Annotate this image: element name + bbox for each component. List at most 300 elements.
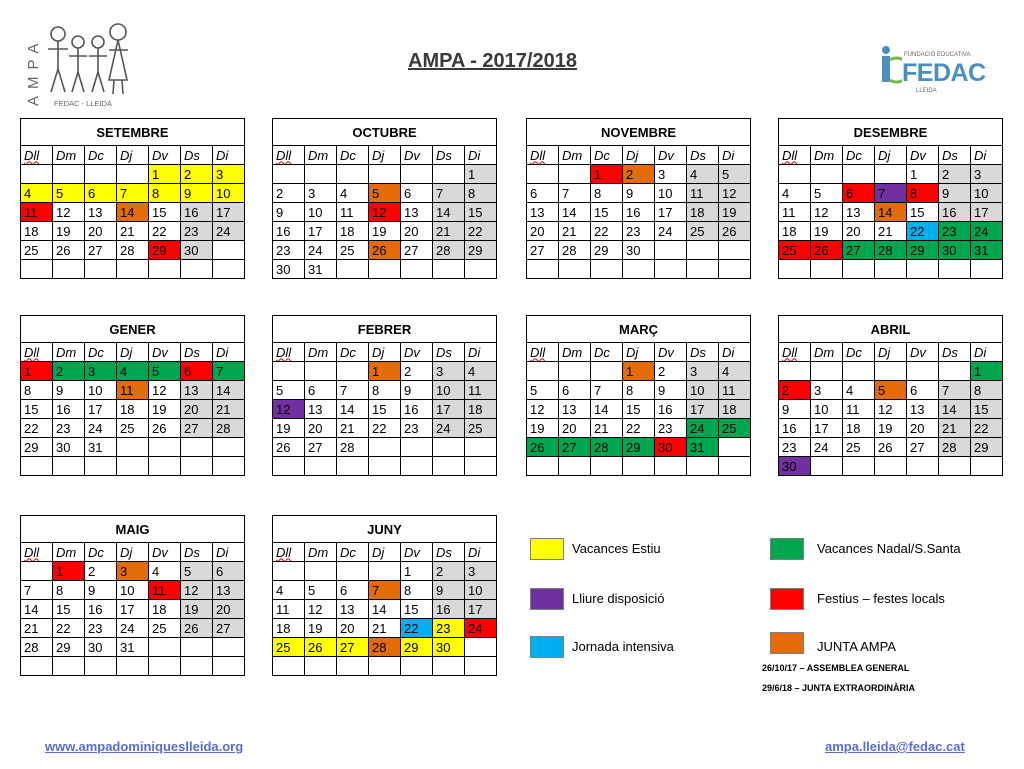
day-cell: 1: [623, 362, 655, 381]
weekday-header: [559, 343, 591, 362]
empty-cell: [811, 260, 843, 279]
day-cell: 25: [779, 241, 811, 260]
day-cell: 30: [181, 241, 213, 260]
day-cell: 2: [623, 165, 655, 184]
day-cell: 18: [21, 222, 53, 241]
day-cell: 12: [811, 203, 843, 222]
legend-swatch-lliure-disposicio: [530, 588, 564, 610]
day-cell: 18: [149, 600, 181, 619]
day-cell: 30: [433, 638, 465, 657]
day-cell: 4: [843, 381, 875, 400]
empty-cell: [907, 457, 939, 476]
weekday-header: [907, 146, 939, 165]
empty-cell: [181, 638, 213, 657]
empty-cell: [117, 438, 149, 457]
empty-cell: [117, 260, 149, 279]
ampa-logo-caption: FEDAC - LLEIDA: [54, 99, 112, 108]
month-name: GENER: [21, 316, 245, 343]
day-cell: 12: [875, 400, 907, 419]
weekday-header: [85, 543, 117, 562]
day-cell: 24: [655, 222, 687, 241]
weekday-header: [433, 146, 465, 165]
weekday-label: Di: [216, 544, 229, 560]
empty-cell: [811, 165, 843, 184]
month-calendar-juny: [272, 515, 497, 676]
day-cell: 17: [305, 222, 337, 241]
day-cell: 5: [369, 184, 401, 203]
weekday-label: Dm: [56, 344, 77, 360]
day-cell: 29: [465, 241, 497, 260]
empty-cell: [655, 457, 687, 476]
weekday-label: Dc: [88, 544, 104, 560]
weekday-header: [53, 146, 85, 165]
day-cell: 2: [181, 165, 213, 184]
empty-cell: [213, 638, 245, 657]
weekday-label: Dll: [782, 344, 798, 360]
legend-label-junta-ampa: JUNTA AMPA: [817, 639, 896, 654]
empty-cell: [85, 260, 117, 279]
month-name: FEBRER: [273, 316, 497, 343]
day-cell: 30: [939, 241, 971, 260]
fedac-logo: [876, 42, 996, 98]
day-cell: 24: [687, 419, 719, 438]
day-cell: 20: [305, 419, 337, 438]
day-cell: 16: [85, 600, 117, 619]
weekday-label: Dj: [120, 544, 133, 560]
weekday-label: Dv: [404, 544, 420, 560]
weekday-label: Ds: [436, 147, 452, 163]
weekday-header: [939, 343, 971, 362]
weekday-label: Dm: [56, 147, 77, 163]
weekday-header: [369, 343, 401, 362]
day-cell: 10: [305, 203, 337, 222]
weekday-header: [401, 543, 433, 562]
weekday-label: Di: [722, 147, 735, 163]
empty-cell: [559, 457, 591, 476]
legend-swatch-vacances-nadal: [770, 538, 804, 560]
empty-cell: [591, 362, 623, 381]
empty-cell: [811, 457, 843, 476]
day-cell: 13: [527, 203, 559, 222]
weekday-label: Ds: [436, 344, 452, 360]
empty-cell: [337, 657, 369, 676]
empty-cell: [85, 457, 117, 476]
day-cell: 3: [433, 362, 465, 381]
weekday-label: Dc: [88, 344, 104, 360]
weekday-header: [21, 543, 53, 562]
day-cell: 5: [53, 184, 85, 203]
weekday-header: [939, 146, 971, 165]
empty-cell: [465, 260, 497, 279]
day-cell: 18: [273, 619, 305, 638]
empty-cell: [527, 165, 559, 184]
day-cell: 6: [843, 184, 875, 203]
weekday-header: [213, 343, 245, 362]
month-calendar-setembre: [20, 118, 245, 279]
day-cell: 5: [811, 184, 843, 203]
empty-cell: [149, 638, 181, 657]
day-cell: 30: [273, 260, 305, 279]
weekday-label: Dv: [152, 147, 168, 163]
day-cell: 26: [811, 241, 843, 260]
day-cell: 7: [117, 184, 149, 203]
day-cell: 29: [149, 241, 181, 260]
empty-cell: [687, 241, 719, 260]
empty-cell: [53, 457, 85, 476]
day-cell: 20: [843, 222, 875, 241]
empty-cell: [655, 241, 687, 260]
day-cell: 16: [655, 400, 687, 419]
day-cell: 17: [213, 203, 245, 222]
day-cell: 8: [591, 184, 623, 203]
empty-cell: [843, 260, 875, 279]
weekday-label: Ds: [436, 544, 452, 560]
day-cell: 27: [527, 241, 559, 260]
empty-cell: [53, 165, 85, 184]
weekday-label: Di: [216, 147, 229, 163]
weekday-label: Dll: [530, 147, 546, 163]
children-figures-icon: [48, 24, 128, 94]
weekday-label: Dj: [878, 147, 891, 163]
weekday-label: Di: [974, 147, 987, 163]
day-cell: 16: [181, 203, 213, 222]
empty-cell: [149, 657, 181, 676]
empty-cell: [117, 657, 149, 676]
empty-cell: [623, 260, 655, 279]
weekday-header: [117, 343, 149, 362]
day-cell: 4: [687, 165, 719, 184]
day-cell: 17: [465, 600, 497, 619]
day-cell: 19: [149, 400, 181, 419]
day-cell: 19: [305, 619, 337, 638]
day-cell: 11: [465, 381, 497, 400]
empty-cell: [401, 260, 433, 279]
day-cell: 24: [85, 419, 117, 438]
fedac-emblem-icon: [876, 44, 902, 84]
day-cell: 8: [369, 381, 401, 400]
empty-cell: [337, 165, 369, 184]
empty-cell: [305, 562, 337, 581]
empty-cell: [655, 260, 687, 279]
empty-cell: [181, 457, 213, 476]
weekday-label: Ds: [690, 344, 706, 360]
day-cell: 30: [85, 638, 117, 657]
empty-cell: [719, 260, 751, 279]
empty-cell: [875, 165, 907, 184]
day-cell: 10: [465, 581, 497, 600]
day-cell: 15: [149, 203, 181, 222]
day-cell: 8: [971, 381, 1003, 400]
empty-cell: [21, 457, 53, 476]
empty-cell: [85, 165, 117, 184]
day-cell: 11: [21, 203, 53, 222]
month-calendar-abril: [778, 315, 1003, 476]
empty-cell: [21, 165, 53, 184]
day-cell: 15: [465, 203, 497, 222]
empty-cell: [939, 362, 971, 381]
day-cell: 1: [21, 362, 53, 381]
empty-cell: [971, 260, 1003, 279]
weekday-label: Dj: [120, 344, 133, 360]
day-cell: 23: [939, 222, 971, 241]
empty-cell: [779, 260, 811, 279]
day-cell: 23: [623, 222, 655, 241]
day-cell: 10: [655, 184, 687, 203]
weekday-header: [779, 343, 811, 362]
day-cell: 4: [149, 562, 181, 581]
weekday-label: Dc: [594, 147, 610, 163]
website-link[interactable]: www.ampadominiqueslleida.org: [45, 739, 244, 754]
empty-cell: [53, 260, 85, 279]
weekday-header: [655, 343, 687, 362]
weekday-label: Ds: [184, 147, 200, 163]
day-cell: 13: [213, 581, 245, 600]
day-cell: 1: [53, 562, 85, 581]
day-cell: 10: [117, 581, 149, 600]
weekday-label: Dj: [372, 344, 385, 360]
day-cell: 16: [401, 400, 433, 419]
day-cell: 13: [843, 203, 875, 222]
empty-cell: [369, 562, 401, 581]
day-cell: 16: [53, 400, 85, 419]
empty-cell: [117, 457, 149, 476]
month-name: ABRIL: [779, 316, 1003, 343]
day-cell: 12: [369, 203, 401, 222]
day-cell: 2: [939, 165, 971, 184]
weekday-header: [181, 146, 213, 165]
weekday-label: Dll: [276, 147, 292, 163]
day-cell: 15: [907, 203, 939, 222]
empty-cell: [369, 438, 401, 457]
weekday-label: Ds: [942, 147, 958, 163]
day-cell: 17: [655, 203, 687, 222]
day-cell: 31: [117, 638, 149, 657]
day-cell: 4: [273, 581, 305, 600]
day-cell: 23: [181, 222, 213, 241]
day-cell: 2: [779, 381, 811, 400]
weekday-label: Dv: [910, 147, 926, 163]
day-cell: 16: [273, 222, 305, 241]
empty-cell: [559, 165, 591, 184]
day-cell: 25: [843, 438, 875, 457]
empty-cell: [401, 657, 433, 676]
weekday-header: [591, 343, 623, 362]
day-cell: 13: [337, 600, 369, 619]
day-cell: 18: [843, 419, 875, 438]
day-cell: 10: [433, 381, 465, 400]
weekday-header: [273, 146, 305, 165]
day-cell: 17: [811, 419, 843, 438]
day-cell: 19: [181, 600, 213, 619]
day-cell: 16: [939, 203, 971, 222]
weekday-label: Ds: [690, 147, 706, 163]
weekday-header: [149, 146, 181, 165]
weekday-label: Dc: [846, 147, 862, 163]
day-cell: 24: [117, 619, 149, 638]
empty-cell: [559, 362, 591, 381]
weekday-label: Dll: [24, 147, 40, 163]
day-cell: 11: [149, 581, 181, 600]
day-cell: 29: [21, 438, 53, 457]
weekday-label: Dm: [562, 344, 583, 360]
empty-cell: [337, 457, 369, 476]
empty-cell: [465, 438, 497, 457]
day-cell: 6: [85, 184, 117, 203]
note-assemblea-general: 26/10/17 – ASSEMBLEA GENERAL: [762, 663, 910, 673]
empty-cell: [213, 457, 245, 476]
day-cell: 30: [655, 438, 687, 457]
day-cell: 20: [559, 419, 591, 438]
day-cell: 21: [559, 222, 591, 241]
day-cell: 19: [369, 222, 401, 241]
ampa-logo: [18, 14, 138, 110]
day-cell: 6: [337, 581, 369, 600]
empty-cell: [719, 457, 751, 476]
day-cell: 28: [213, 419, 245, 438]
day-cell: 14: [433, 203, 465, 222]
empty-cell: [719, 438, 751, 457]
weekday-header: [117, 146, 149, 165]
day-cell: 26: [305, 638, 337, 657]
day-cell: 19: [875, 419, 907, 438]
day-cell: 9: [53, 381, 85, 400]
empty-cell: [465, 657, 497, 676]
day-cell: 28: [337, 438, 369, 457]
month-name: MAIG: [21, 516, 245, 543]
day-cell: 28: [939, 438, 971, 457]
weekday-label: Dc: [340, 147, 356, 163]
weekday-label: Dm: [308, 147, 329, 163]
day-cell: 6: [213, 562, 245, 581]
day-cell: 30: [779, 457, 811, 476]
day-cell: 31: [305, 260, 337, 279]
day-cell: 17: [971, 203, 1003, 222]
day-cell: 21: [117, 222, 149, 241]
empty-cell: [719, 241, 751, 260]
day-cell: 14: [21, 600, 53, 619]
day-cell: 7: [369, 581, 401, 600]
day-cell: 22: [971, 419, 1003, 438]
empty-cell: [465, 457, 497, 476]
day-cell: 10: [811, 400, 843, 419]
legend-swatch-junta-ampa: [770, 632, 804, 654]
day-cell: 26: [527, 438, 559, 457]
day-cell: 21: [337, 419, 369, 438]
day-cell: 12: [719, 184, 751, 203]
weekday-header: [53, 543, 85, 562]
email-link[interactable]: ampa.lleida@fedac.cat: [825, 739, 965, 754]
legend-label-jornada-intensiva: Jornada intensiva: [572, 639, 674, 654]
day-cell: 16: [623, 203, 655, 222]
empty-cell: [369, 657, 401, 676]
day-cell: 13: [559, 400, 591, 419]
day-cell: 7: [939, 381, 971, 400]
weekday-label: Di: [216, 344, 229, 360]
day-cell: 21: [591, 419, 623, 438]
legend-label-lliure-disposicio: Lliure disposició: [572, 591, 665, 606]
day-cell: 9: [939, 184, 971, 203]
empty-cell: [369, 260, 401, 279]
day-cell: 27: [843, 241, 875, 260]
empty-cell: [305, 457, 337, 476]
legend-label-vacances-estiu: Vacances Estiu: [572, 541, 661, 556]
empty-cell: [527, 457, 559, 476]
day-cell: 14: [875, 203, 907, 222]
day-cell: 2: [273, 184, 305, 203]
day-cell: 10: [213, 184, 245, 203]
weekday-header: [337, 543, 369, 562]
weekday-header: [971, 343, 1003, 362]
day-cell: 16: [779, 419, 811, 438]
day-cell: 15: [369, 400, 401, 419]
empty-cell: [843, 457, 875, 476]
day-cell: 17: [85, 400, 117, 419]
weekday-label: Dv: [910, 344, 926, 360]
empty-cell: [149, 260, 181, 279]
empty-cell: [213, 438, 245, 457]
empty-cell: [559, 260, 591, 279]
day-cell: 7: [875, 184, 907, 203]
day-cell: 12: [305, 600, 337, 619]
day-cell: 26: [149, 419, 181, 438]
day-cell: 1: [907, 165, 939, 184]
day-cell: 13: [305, 400, 337, 419]
day-cell: 1: [369, 362, 401, 381]
day-cell: 14: [591, 400, 623, 419]
empty-cell: [907, 362, 939, 381]
empty-cell: [971, 457, 1003, 476]
day-cell: 23: [53, 419, 85, 438]
day-cell: 11: [337, 203, 369, 222]
day-cell: 3: [811, 381, 843, 400]
day-cell: 20: [527, 222, 559, 241]
day-cell: 9: [623, 184, 655, 203]
day-cell: 25: [273, 638, 305, 657]
day-cell: 25: [337, 241, 369, 260]
month-calendar-novembre: [526, 118, 751, 279]
day-cell: 3: [655, 165, 687, 184]
day-cell: 18: [779, 222, 811, 241]
weekday-header: [117, 543, 149, 562]
weekday-header: [843, 343, 875, 362]
month-name: MARÇ: [527, 316, 751, 343]
empty-cell: [149, 457, 181, 476]
weekday-header: [273, 343, 305, 362]
day-cell: 12: [53, 203, 85, 222]
empty-cell: [273, 165, 305, 184]
day-cell: 12: [181, 581, 213, 600]
day-cell: 10: [971, 184, 1003, 203]
weekday-label: Dll: [24, 544, 40, 560]
empty-cell: [213, 657, 245, 676]
day-cell: 11: [687, 184, 719, 203]
weekday-header: [591, 146, 623, 165]
day-cell: 10: [85, 381, 117, 400]
day-cell: 13: [401, 203, 433, 222]
empty-cell: [433, 165, 465, 184]
day-cell: 26: [369, 241, 401, 260]
day-cell: 14: [369, 600, 401, 619]
day-cell: 2: [85, 562, 117, 581]
day-cell: 10: [687, 381, 719, 400]
legend-label-vacances-nadal: Vacances Nadal/S.Santa: [817, 541, 961, 556]
weekday-label: Dll: [782, 147, 798, 163]
day-cell: 1: [401, 562, 433, 581]
empty-cell: [843, 362, 875, 381]
weekday-label: Dj: [878, 344, 891, 360]
day-cell: 28: [369, 638, 401, 657]
day-cell: 5: [527, 381, 559, 400]
